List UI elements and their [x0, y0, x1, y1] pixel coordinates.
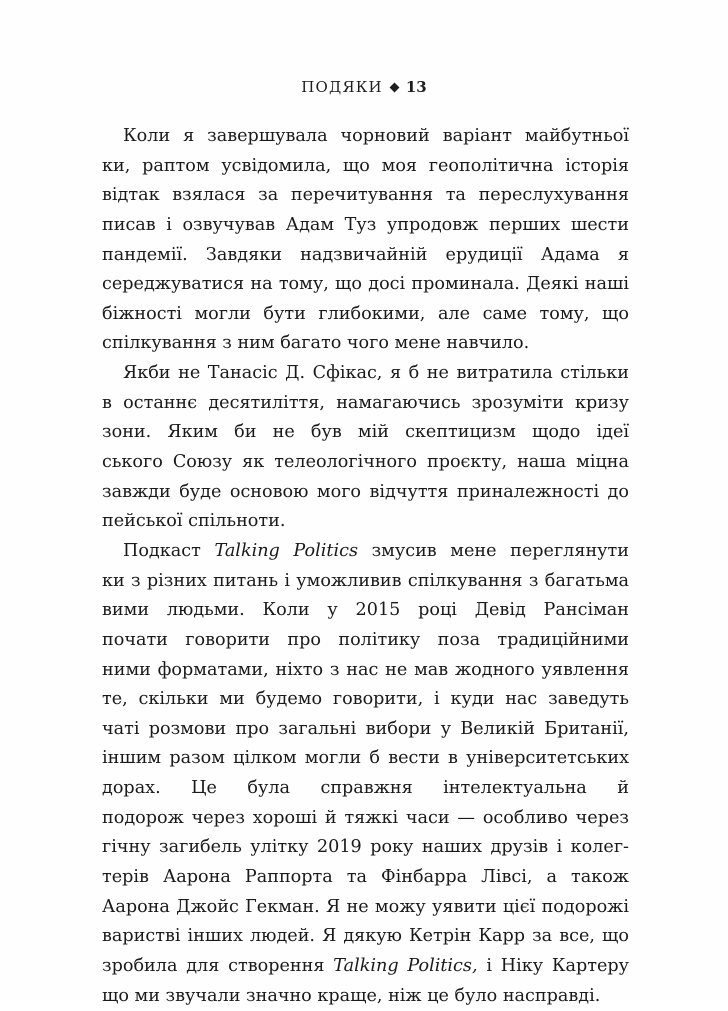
text-line: біжності могли бути глибокими, але саме тому, що [102, 303, 629, 324]
text-line: вими людьми. Коли у 2015 році Девід Рансіман [102, 600, 629, 621]
text-line: те, скільки ми будемо говорити, і куди нас заведуть [102, 689, 629, 710]
text-line: подорож через хороші й тяжкі часи — особливо через [102, 807, 629, 828]
text-line: іншим разом цілком могли б вести в університетських [102, 748, 629, 769]
text-line: варистві інших людей. Я дякую Кетрін Карр за все, що [102, 926, 629, 947]
text-line: середжуватися на тому, що досі проминала. Деякі наші [102, 274, 629, 295]
paragraph [102, 537, 629, 1011]
text-line [102, 952, 629, 982]
text-line: ними форматами, ніхто з нас не мав жодного уявлення [102, 659, 629, 680]
chapter-title: ПОДЯКИ [301, 78, 383, 96]
text-line: завжди буде основою мого відчуття приналежності до [102, 481, 629, 502]
text-line: спілкування з ним багато чого мене навчило. [102, 333, 530, 354]
text-line: зони. Яким би не був мій скептицизм щодо ідеї [102, 422, 629, 443]
text-segment: зробила для створення [102, 955, 334, 976]
text-line: Коли я завершувала чорновий варіант майбутньої [123, 126, 629, 146]
text-line: почати говорити про політику поза традиційними [102, 629, 629, 650]
text-line: пандемії. Завдяки надзвичайній ерудиції Адама я [102, 244, 629, 265]
text-line: пейської спільноти. [102, 511, 286, 532]
paragraph [102, 122, 629, 359]
text-line: писав і озвучував Адам Туз упродовж перших шести [102, 214, 629, 235]
running-head [0, 78, 728, 96]
paragraph [102, 359, 629, 537]
text-line [102, 537, 629, 567]
text-line: чаті розмови про загальні вибори у Великій Британії, [102, 718, 629, 739]
text-line: ки, раптом усвідомила, що моя геополітична історія [102, 155, 629, 176]
text-segment: і Ніку Картеру [486, 955, 629, 976]
body-text [102, 122, 629, 1011]
text-line: дорах. Це була справжня інтелектуальна й [102, 778, 629, 799]
text-line: ського Союзу як телеологічного проєкту, наша міцна [102, 452, 629, 473]
page-number: 13 [405, 78, 427, 96]
text-line: терів Аарона Раппорта та Фінбарра Лівсі, а також [102, 867, 629, 888]
text-line: Аарона Джойс Гекман. Я не можу уявити цієї подорожі [102, 896, 629, 917]
text-segment: змусив мене переглянути [371, 540, 629, 561]
text-segment: Подкаст [123, 540, 215, 561]
diamond-separator-icon [389, 82, 399, 92]
text-line: в останнє десятиліття, намагаючись зрозуміти кризу [102, 392, 629, 413]
text-line: гічну загибель улітку 2019 року наших друзів і колег- [102, 837, 629, 858]
text-line: ки з різних питань і уможливив спілкування з багатьма [102, 570, 629, 591]
text-line: що ми звучали значно краще, ніж це було насправді. [102, 985, 601, 1006]
podcast-title: Talking Politics [214, 540, 358, 561]
text-line: відтак взялася за перечитування та переслухування [102, 185, 629, 206]
podcast-title: Talking Politics, [333, 955, 478, 976]
text-line: Якби не Танасіс Д. Сфікас, я б не витратила стільки [123, 363, 629, 384]
